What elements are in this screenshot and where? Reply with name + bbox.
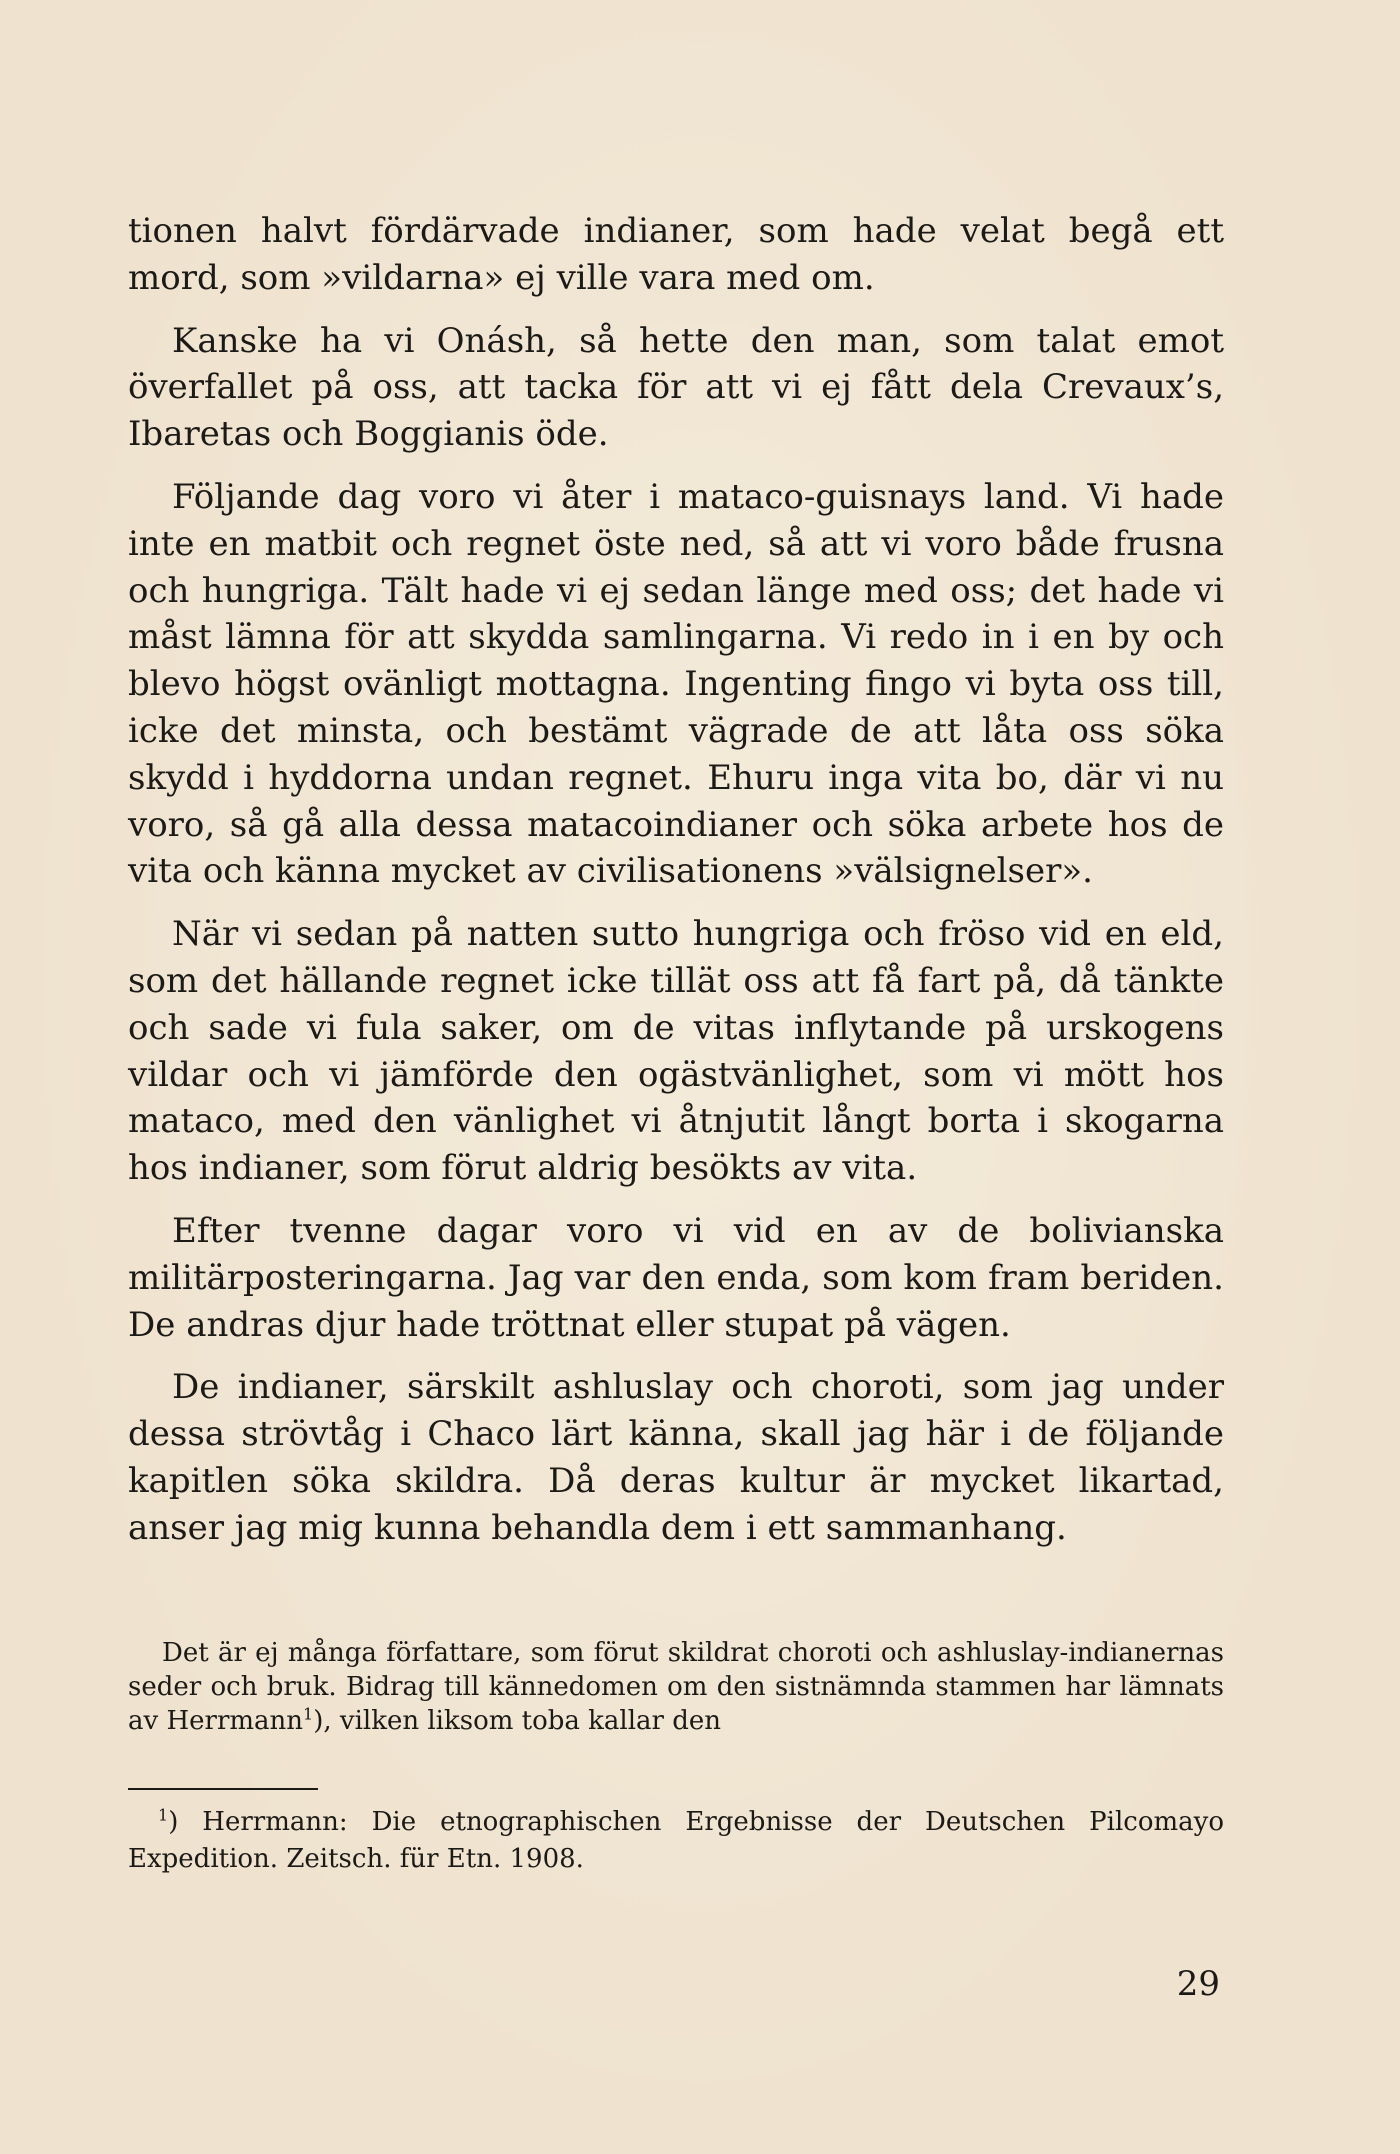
footnote-reference: 1 [303,1704,314,1724]
paragraph-6: De indianer, särskilt ashluslay och choroti, som jag under dessa strövtåg i Chaco lärt känna, skall jag här i de följande kapitlen söka skildra. Då deras kultur är mycket likartad, anser jag mig kunna behandla dem i ett sammanhang. [128,1367,1224,1548]
small-print-section [128,1636,1224,1738]
small-print-text-end: ), vilken liksom toba kallar den [313,1706,722,1736]
paragraph-3: Följande dag voro vi åter i mataco-guisnays land. Vi hade inte en matbit och regnet öste ned, så att vi voro både frusna och hungriga. Tält hade vi ej sedan länge med oss; det hade vi måst lämna för att skydda samlingarna. Vi redo in i en by och blevo högst ovänligt mottagna. Ingenting fingo vi byta oss till, icke det minsta, och bestämt vägrade de att låta oss söka skydd i hyddorna undan regnet. Ehuru inga vita bo, där vi nu voro, så gå alla dessa matacoindianer och söka arbete hos de vita och känna mycket av civilisationens »välsignelser». [128,476,1224,892]
main-text [128,208,1224,1552]
small-print-text-start: Det är ej många författare, som förut skildrat choroti och ashluslay-indianernas seder och bruk. Bidrag till kännedomen om den sistnämnda stammen har lämnats av Herrmann [128,1638,1224,1736]
paragraph-4: När vi sedan på natten sutto hungriga och fröso vid en eld, som det hällande regnet icke tillät oss att få fart på, då tänkte och sade vi fula saker, om de vitas inflytande på urskogens vildar och vi jämförde den ogästvänlighet, som vi mött hos mataco, med den vänlighet vi åtnjutit långt borta i skogarna hos indianer, som förut aldrig besökts av vita. [128,914,1224,1189]
small-print-paragraph [128,1636,1224,1738]
footnote-marker: 1 [158,1805,169,1825]
paragraph-2: Kanske ha vi Onásh, så hette den man, som talat emot överfallet på oss, att tacka för att vi ej fått dela Crevaux’s, Ibaretas och Boggianis öde. [128,320,1224,455]
footnote [128,1804,1224,1878]
footnote-text: ) Herrmann: Die etnographischen Ergebnisse der Deutschen Pilcomayo Expedition. Zeitsch. für Etn. 1908. [128,1807,1224,1874]
paragraph-1: tionen halvt fördärvade indianer, som hade velat begå ett mord, som »vildarna» ej ville vara med om. [128,211,1224,298]
footnote-divider [128,1788,318,1790]
page-number: 29 [1176,1964,1220,2004]
paragraph-5: Efter tvenne dagar voro vi vid en av de bolivianska militärposteringarna. Jag var den enda, som kom fram beriden. De andras djur hade tröttnat eller stupat på vägen. [128,1210,1224,1345]
